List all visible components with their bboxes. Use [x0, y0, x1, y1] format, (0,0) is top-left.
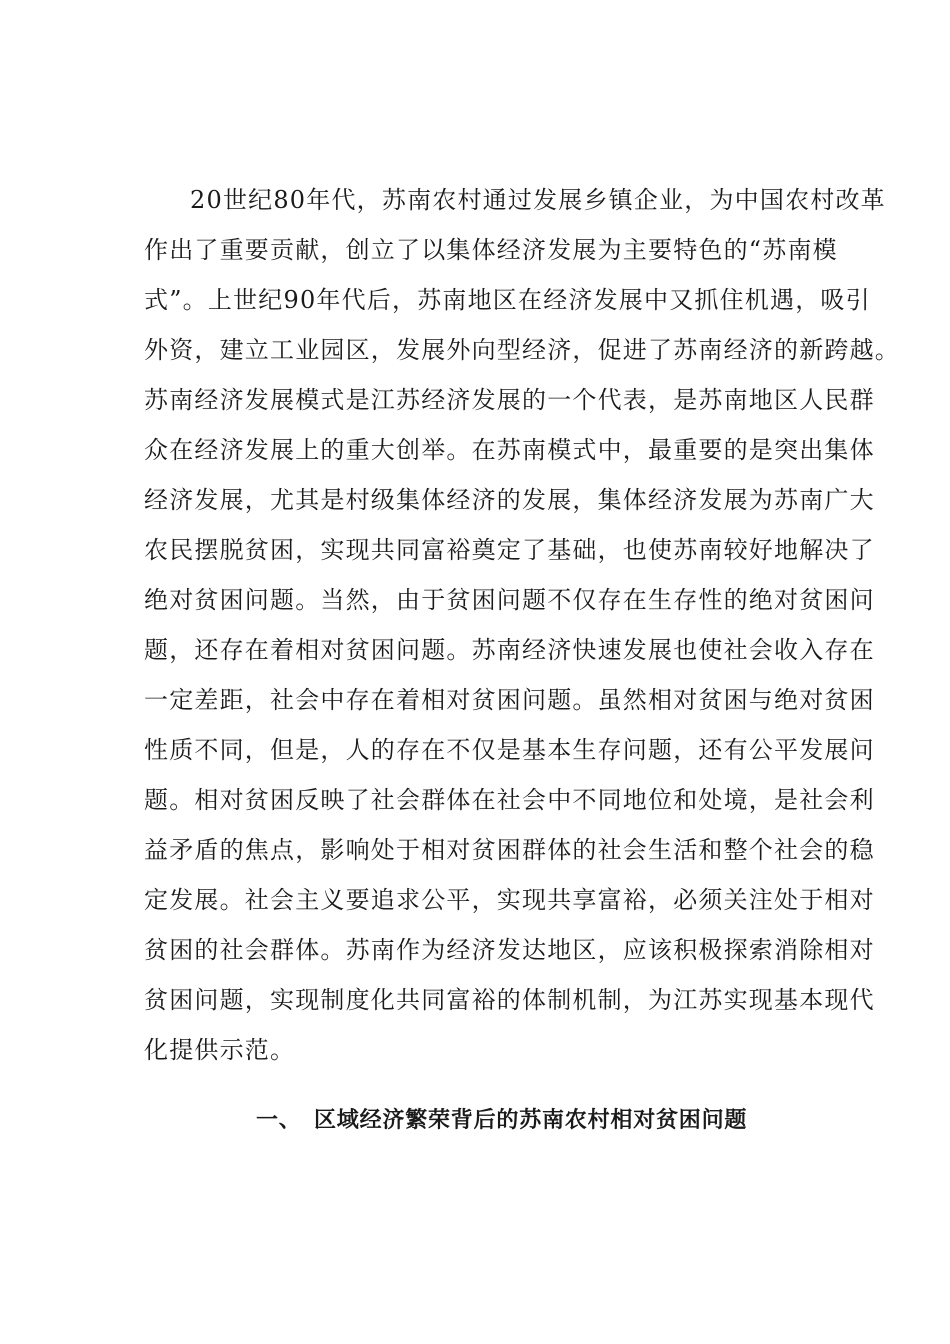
paragraph-line: 外资，建立工业园区，发展外向型经济，促进了苏南经济的新跨越。: [144, 336, 900, 364]
paragraph-line: 式”。上世纪90年代后，苏南地区在经济发展中又抓住机遇，吸引: [144, 286, 871, 314]
paragraph-line: 题。相对贫困反映了社会群体在社会中不同地位和处境，是社会利: [144, 786, 875, 814]
paragraph-line: 性质不同，但是，人的存在不仅是基本生存问题，还有公平发展问: [144, 736, 875, 764]
paragraph-line: 一定差距，社会中存在着相对贫困问题。虽然相对贫困与绝对贫困: [144, 686, 875, 714]
paragraph-line: 20世纪80年代，苏南农村通过发展乡镇企业，为中国农村改革: [190, 186, 886, 214]
paragraph-line: 经济发展，尤其是村级集体经济的发展，集体经济发展为苏南广大: [144, 486, 875, 514]
paragraph-line: 众在经济发展上的重大创举。在苏南模式中，最重要的是突出集体: [144, 436, 875, 464]
paragraph-line: 作出了重要贡献，创立了以集体经济发展为主要特色的“苏南模: [144, 236, 838, 264]
paragraph-line: 农民摆脱贫困，实现共同富裕奠定了基础，也使苏南较好地解决了: [144, 536, 875, 564]
section-number: 一、: [256, 1108, 302, 1133]
section-title: 区域经济繁荣背后的苏南农村相对贫困问题: [314, 1108, 748, 1133]
paragraph-line: 贫困的社会群体。苏南作为经济发达地区，应该积极探索消除相对: [144, 936, 875, 964]
paragraph-line: 益矛盾的焦点，影响处于相对贫困群体的社会生活和整个社会的稳: [144, 836, 875, 864]
paragraph-line: 题，还存在着相对贫困问题。苏南经济快速发展也使社会收入存在: [144, 636, 875, 664]
paragraph-line: 化提供示范。: [144, 1036, 296, 1064]
paragraph-line: 定发展。社会主义要追求公平，实现共享富裕，必须关注处于相对: [144, 886, 875, 914]
paragraph-line: 贫困问题，实现制度化共同富裕的体制机制，为江苏实现基本现代: [144, 986, 875, 1014]
paragraph-line: 绝对贫困问题。当然，由于贫困问题不仅存在生存性的绝对贫困问: [144, 586, 875, 614]
paragraph-line: 苏南经济发展模式是江苏经济发展的一个代表，是苏南地区人民群: [144, 386, 875, 414]
section-heading: [256, 1106, 747, 1136]
